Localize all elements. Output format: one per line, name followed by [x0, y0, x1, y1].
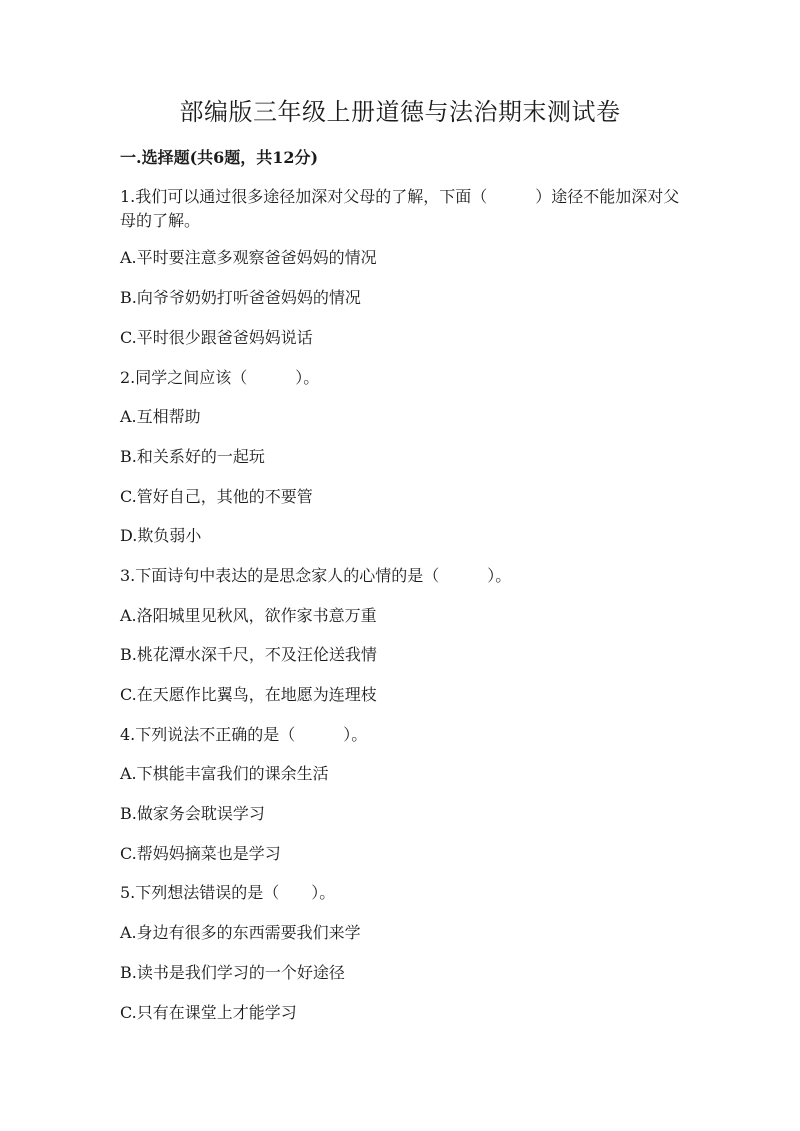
question-1-stem: 1.我们可以通过很多途径加深对父母的了解，下面（ ）途径不能加深对父母的了解。 [120, 187, 680, 230]
question-2-option-c: C.管好自己，其他的不要管 [120, 487, 313, 506]
question-3-option-b: B.桃花潭水深千尺，不及汪伦送我情 [120, 645, 377, 664]
question-2-option-d: D.欺负弱小 [120, 526, 202, 545]
question-4-stem: 4.下列说法不正确的是（ ）。 [120, 725, 368, 744]
question-4-option-c: C.帮妈妈摘菜也是学习 [120, 844, 281, 863]
question-4-option-a: A.下棋能丰富我们的课余生活 [120, 764, 329, 783]
question-4-option-b: B.做家务会耽误学习 [120, 804, 265, 823]
question-1-option-b: B.向爷爷奶奶打听爸爸妈妈的情况 [120, 288, 361, 307]
question-5-option-c: C.只有在课堂上才能学习 [120, 1003, 297, 1022]
question-5-stem: 5.下列想法错误的是（ ）。 [120, 883, 336, 902]
question-1-option-c: C.平时很少跟爸爸妈妈说话 [120, 328, 313, 347]
question-3-option-c: C.在天愿作比翼鸟，在地愿为连理枝 [120, 685, 377, 704]
question-2-option-b: B.和关系好的一起玩 [120, 447, 265, 466]
question-5-option-a: A.身边有很多的东西需要我们来学 [120, 923, 361, 942]
question-3-stem: 3.下面诗句中表达的是思念家人的心情的是（ ）。 [120, 566, 512, 585]
question-5-option-b: B.读书是我们学习的一个好途径 [120, 963, 345, 982]
question-1-option-a: A.平时要注意多观察爸爸妈妈的情况 [120, 248, 377, 267]
page-title: 部编版三年级上册道德与法治期末测试卷 [179, 98, 621, 126]
question-2-option-a: A.互相帮助 [120, 407, 201, 426]
question-3-option-a: A.洛阳城里见秋风，欲作家书意万重 [120, 606, 377, 625]
section-heading: 一.选择题(共6题，共12分) [120, 148, 319, 167]
question-2-stem: 2.同学之间应该（ ）。 [120, 368, 320, 387]
